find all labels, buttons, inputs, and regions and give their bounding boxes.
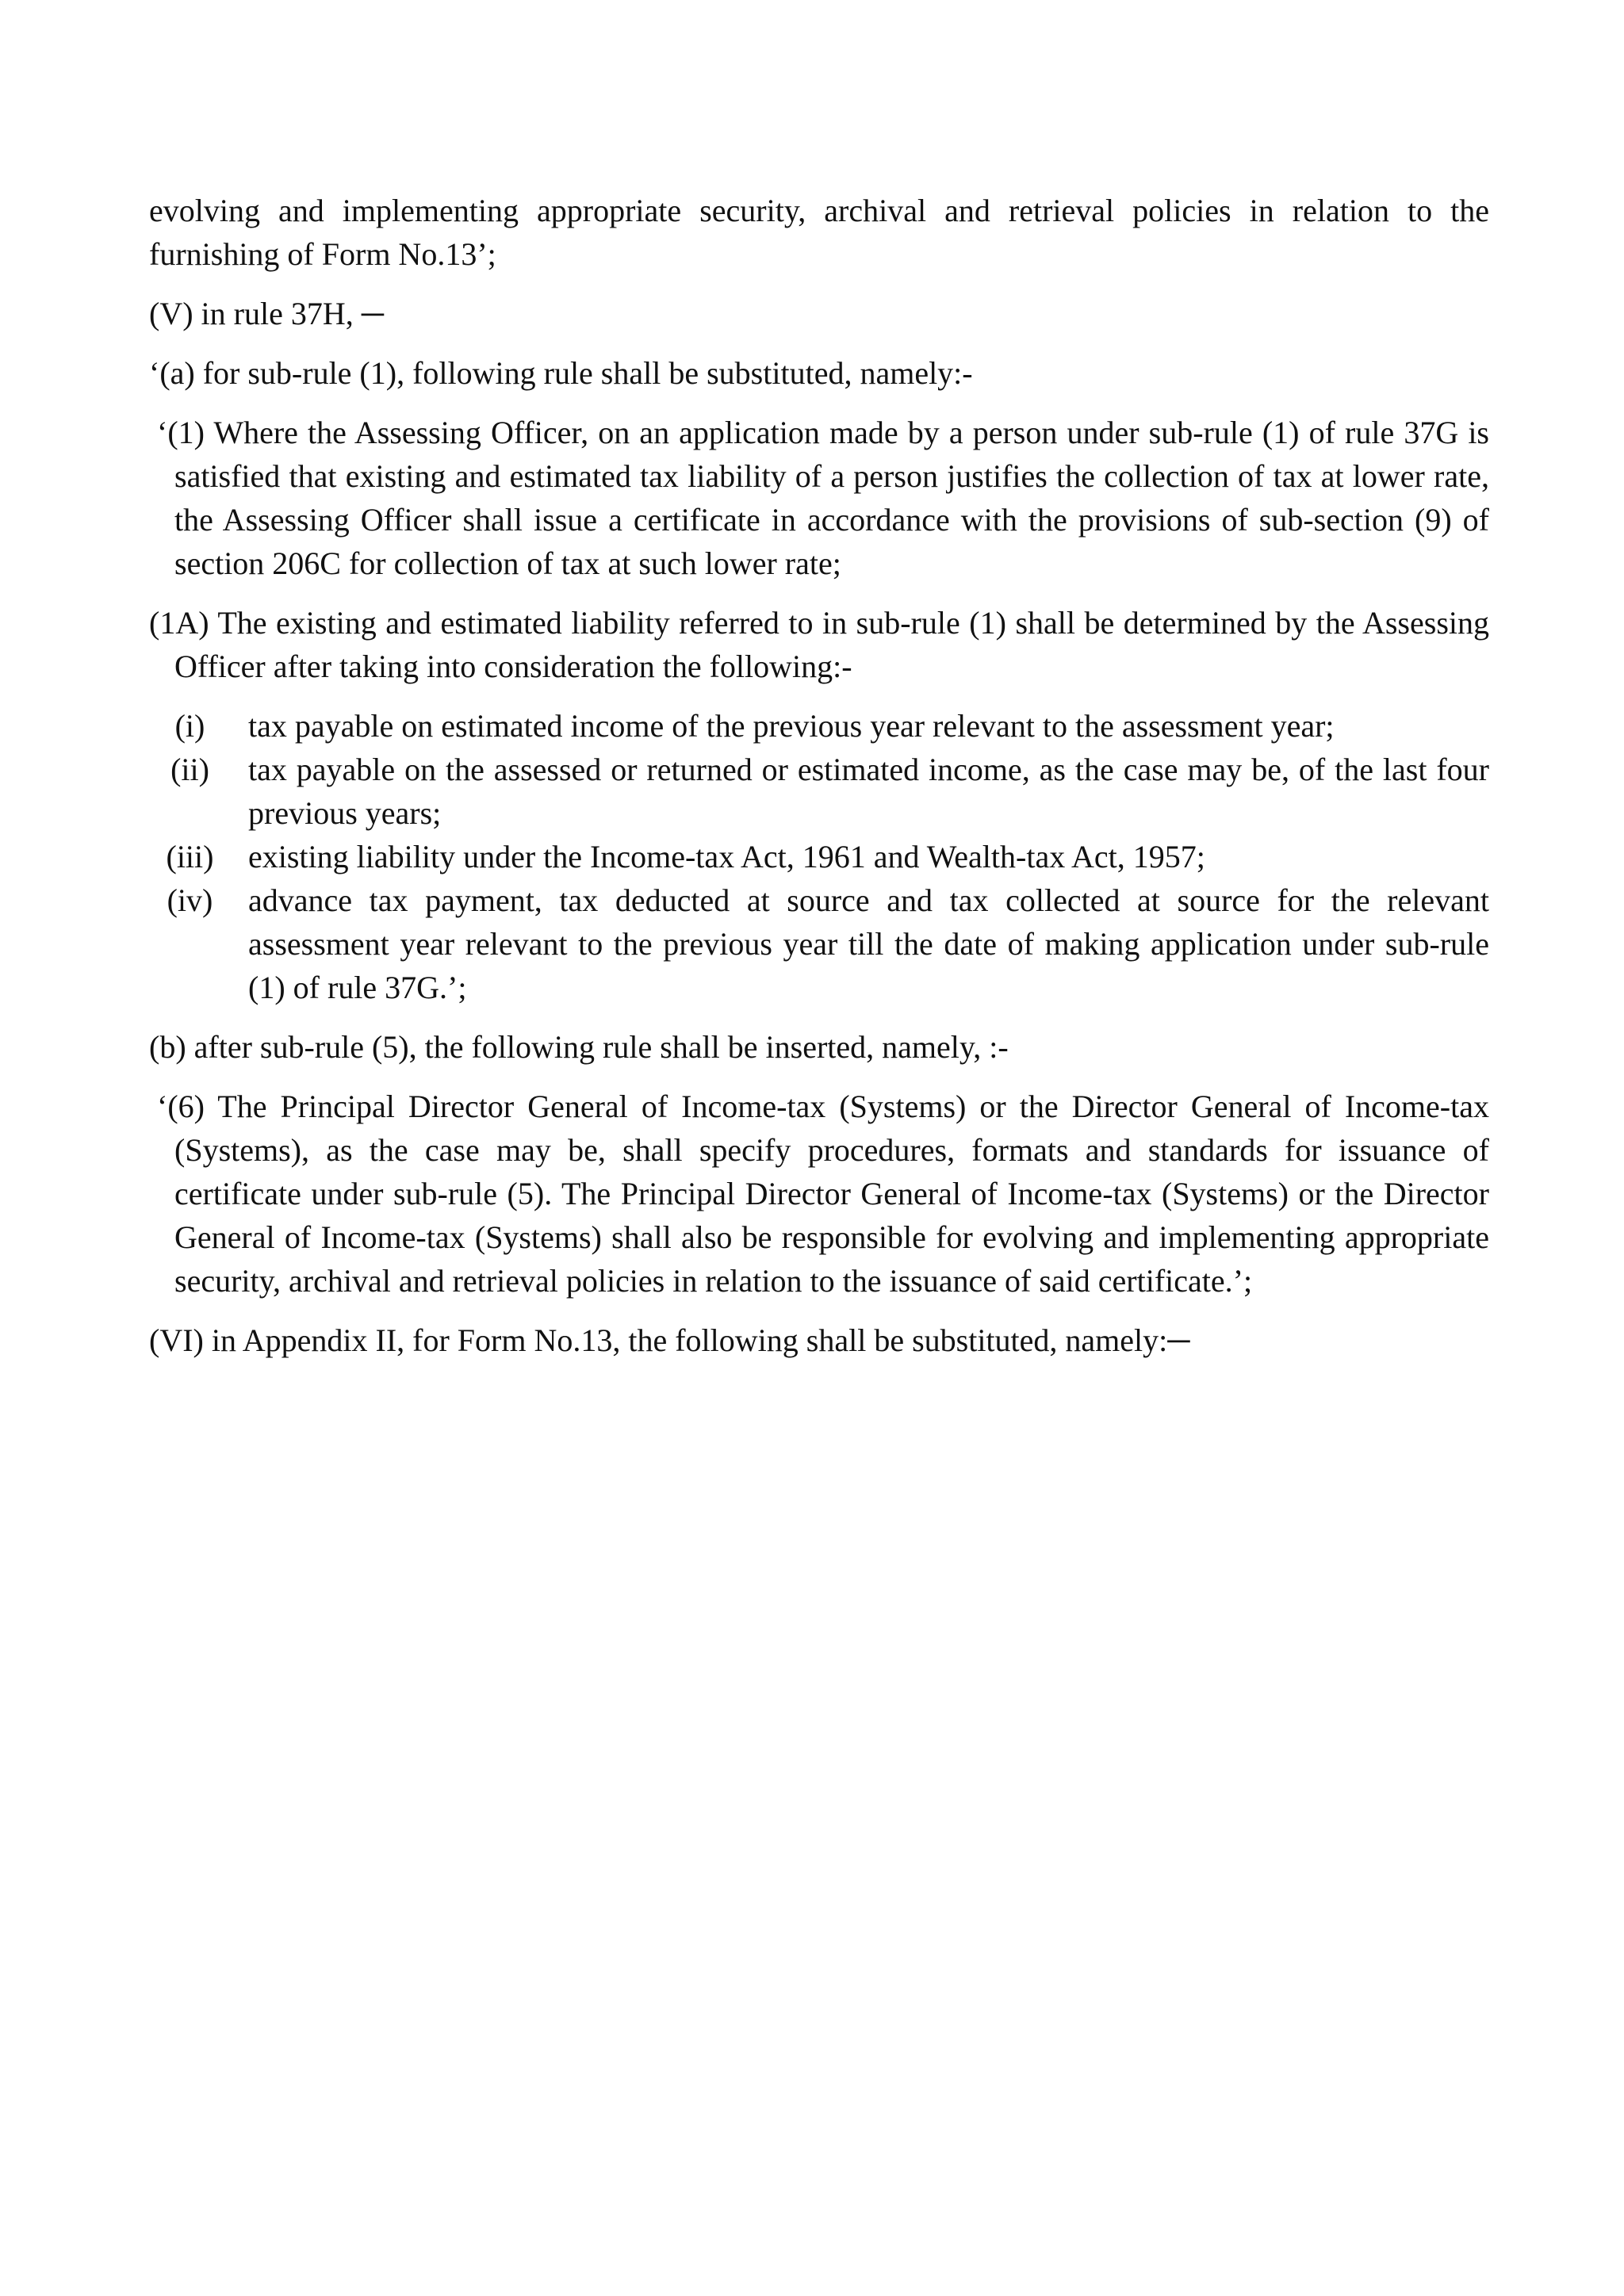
list-item-text: tax payable on estimated income of the previous year relevant to the assessment year; [248, 708, 1335, 744]
paragraph-sub-rule-1: ‘(1) Where the Assessing Officer, on an application made by a person under sub-rule (1) of rule 37G is satisfied that existing and estimated tax liability of a person justifies the collection of tax at lower rate, the Assessing Officer shall issue a certificate in accordance with the provisions of sub-section (9) of section 206C for collection of tax at such lower rate; [157, 415, 1489, 581]
paragraph-appendix-ii: (VI) in Appendix II, for Form No.13, the following shall be substituted, namely:─ [149, 1322, 1190, 1358]
list-item-text: advance tax payment, tax deducted at source and tax collected at source for the relevant assessment year relevant to the previous year till the date of making application under sub-rule (1) of rule 37G.’; [248, 882, 1489, 1005]
considerations-list [149, 704, 1489, 1009]
paragraph-sub-rule-6: ‘(6) The Principal Director General of Income-tax (Systems) or the Director General of Income-tax (Systems), as the case may be, shall specify procedures, formats and standards for issuance of certificate under sub-rule (5). The Principal Director General of Income-tax (Systems) or the Director General of Income-tax (Systems) shall also be responsible for evolving and implementing appropriate security, archival and retrieval policies in relation to the issuance of said certificate.’; [157, 1089, 1489, 1299]
document-page [149, 189, 1489, 1378]
list-item [149, 835, 1489, 878]
list-item-number: (i) [174, 708, 205, 744]
paragraph-sub-rule-1a: (1A) The existing and estimated liability referred to in sub-rule (1) shall be determined by the Assessing Officer after taking into consideration the following:- [149, 605, 1489, 684]
list-item [149, 748, 1489, 835]
list-item-text: tax payable on the assessed or returned or estimated income, as the case may be, of the last four previous years; [248, 752, 1489, 831]
paragraph-clause-b: (b) after sub-rule (5), the following rule shall be inserted, namely, :- [149, 1029, 1009, 1065]
list-item-number: (iv) [167, 882, 213, 918]
list-item [149, 704, 1489, 748]
list-item-text: existing liability under the Income-tax Act, 1961 and Wealth-tax Act, 1957; [248, 839, 1205, 874]
list-item [149, 878, 1489, 1009]
list-item-number: (iii) [166, 839, 214, 874]
paragraph-rule-37h-heading: (V) in rule 37H, ─ [149, 296, 385, 331]
paragraph-continuation: evolving and implementing appropriate security, archival and retrieval policies in relation to the furnishing of Form No.13’; [149, 193, 1489, 272]
paragraph-clause-a: ‘(a) for sub-rule (1), following rule shall be substituted, namely:- [149, 355, 973, 391]
list-item-number: (ii) [170, 752, 209, 787]
